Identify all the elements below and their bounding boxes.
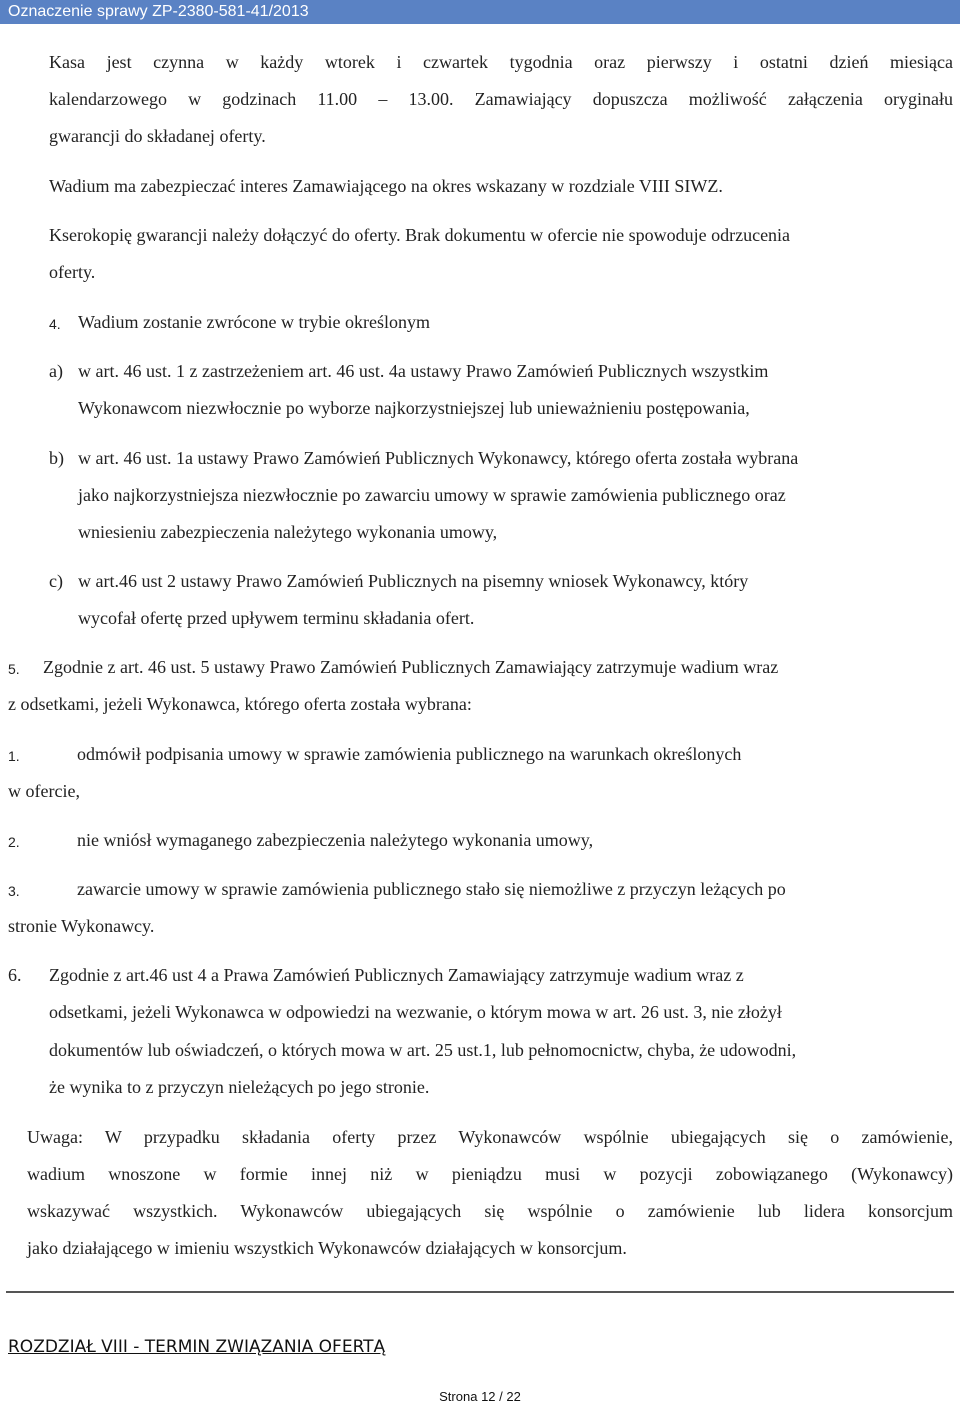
header-bar: [0, 0, 960, 24]
paragraph-6-line-1: Zgodnie z art.46 ust 4 a Prawa Zamówień Publicznych Zamawiający zatrzymuje wadium wraz z: [49, 965, 744, 985]
item-a-line-1: w art. 46 ust. 1 z zastrzeżeniem art. 46 ust. 4a ustawy Prawo Zamówień Publicznych wszystkim: [78, 361, 769, 381]
note-line-2: wadium wnoszone w formie innej niż w pieniądzu musi w pozycji zobowiązanego (Wykonawcy): [27, 1164, 953, 1184]
horizontal-rule: [6, 1291, 954, 1293]
p5-item-3-number: 3.: [8, 883, 20, 899]
note-line-4: jako działającego w imieniu wszystkich Wykonawców działających w konsorcjum.: [27, 1238, 627, 1258]
note-line-1: Uwaga: W przypadku składania oferty przez Wykonawców wspólnie ubiegających się o zamówienie,: [27, 1127, 953, 1147]
item-c-marker: c): [49, 571, 63, 591]
paragraph-5-number: 5.: [8, 661, 20, 677]
paragraph-4-text: Wadium zostanie zwrócone w trybie określonym: [78, 312, 430, 332]
p5-item-3-line-2: stronie Wykonawcy.: [8, 916, 155, 936]
case-number-title: Oznaczenie sprawy ZP-2380-581-41/2013: [8, 3, 309, 20]
page-footer: [0, 1389, 960, 1405]
item-b-line-1: w art. 46 ust. 1a ustawy Prawo Zamówień Publicznych Wykonawcy, którego oferta została wybrana: [78, 448, 799, 468]
paragraph-6-line-2: odsetkami, jeżeli Wykonawca w odpowiedzi na wezwanie, o którym mowa w art. 26 ust. 3, nie złożył: [49, 1002, 782, 1022]
page-current: 12: [481, 1389, 496, 1404]
page-total: 22: [506, 1389, 521, 1404]
p5-item-3-line-1: zawarcie umowy w sprawie zamówienia publicznego stało się niemożliwe z przyczyn leżących po: [77, 879, 786, 899]
item-b-line-3: wniesieniu zabezpieczenia należytego wykonania umowy,: [78, 522, 498, 542]
item-b-line-2: jako najkorzystniejsza niezwłocznie po zawarciu umowy w sprawie zamówienia publicznego oraz: [78, 485, 786, 505]
paragraph-5-line-1: Zgodnie z art. 46 ust. 5 ustawy Prawo Zamówień Publicznych Zamawiający zatrzymuje wadium wraz: [43, 657, 779, 677]
p5-item-1-number: 1.: [8, 748, 20, 764]
paragraph-5-line-2: z odsetkami, jeżeli Wykonawca, którego oferta została wybrana:: [8, 694, 472, 714]
paragraph-6-line-3: dokumentów lub oświadczeń, o których mowa w art. 25 ust.1, lub pełnomocnictw, chyba, że udowodni,: [49, 1040, 797, 1060]
item-a-marker: a): [49, 361, 63, 381]
p5-item-1-line-1: odmówił podpisania umowy w sprawie zamówienia publicznego na warunkach określonych: [77, 744, 742, 764]
intro-line-2: kalendarzowego w godzinach 11.00 – 13.00. Zamawiający dopuszcza możliwość załączenia oryginału: [49, 89, 953, 109]
intro-line-3: gwarancji do składanej oferty.: [49, 126, 266, 146]
paragraph-4-number: 4.: [49, 316, 61, 332]
item-c-line-2: wycofał ofertę przed upływem terminu składania ofert.: [78, 608, 475, 628]
paragraph-6-number: 6.: [8, 965, 22, 985]
p5-item-2-number: 2.: [8, 834, 20, 850]
paragraph-6-line-4: że wynika to z przyczyn nieleżących po jego stronie.: [49, 1077, 430, 1097]
intro-line-6: oferty.: [49, 262, 96, 282]
section-heading: ROZDZIAŁ VIII - TERMIN ZWIĄZANIA OFERTĄ: [8, 1337, 386, 1357]
item-c-line-1: w art.46 ust 2 ustawy Prawo Zamówień Publicznych na pisemny wniosek Wykonawcy, który: [78, 571, 749, 591]
intro-line-4: Wadium ma zabezpieczać interes Zamawiającego na okres wskazany w rozdziale VIII SIWZ.: [49, 176, 723, 196]
intro-line-1: Kasa jest czynna w każdy wtorek i czwartek tygodnia oraz pierwszy i ostatni dzień miesiąca: [49, 52, 953, 72]
item-a-line-2: Wykonawcom niezwłocznie po wyborze najkorzystniejszej lub unieważnieniu postępowania,: [78, 398, 750, 418]
page-label: Strona: [439, 1389, 478, 1404]
p5-item-1-line-2: w ofercie,: [8, 781, 80, 801]
intro-line-5: Kserokopię gwarancji należy dołączyć do oferty. Brak dokumentu w ofercie nie spowoduje odrzucenia: [49, 225, 791, 245]
p5-item-2-line-1: nie wniósł wymaganego zabezpieczenia należytego wykonania umowy,: [77, 830, 594, 850]
page-separator: /: [499, 1389, 503, 1404]
note-line-3: wskazywać wszystkich. Wykonawców ubiegających się wspólnie o zamówienie lub lidera konsorcjum: [27, 1201, 953, 1221]
item-b-marker: b): [49, 448, 64, 468]
